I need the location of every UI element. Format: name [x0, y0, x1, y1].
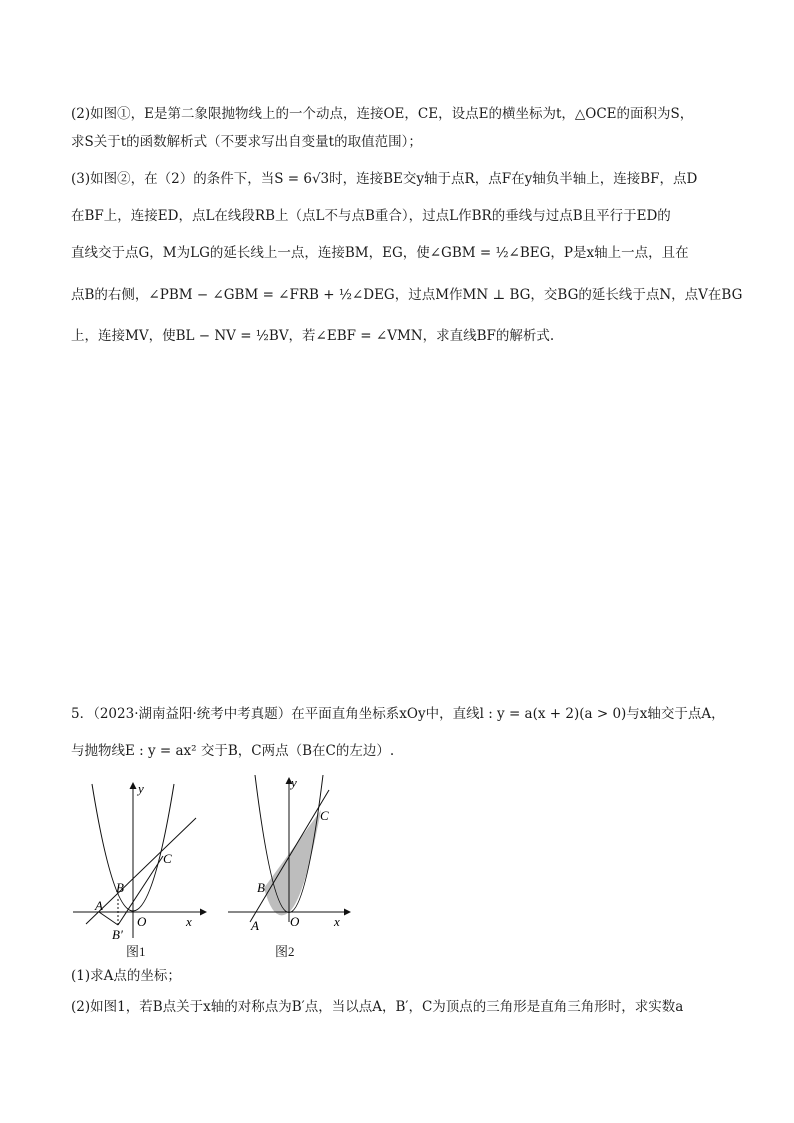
fig1-label-y: y: [138, 781, 144, 796]
q5-line2: 与抛物线E : y = ax² 交于B，C两点（B在C的左边）.: [71, 743, 395, 759]
fig2-label-x: x: [334, 914, 340, 929]
figure1-caption: 图1: [126, 944, 146, 959]
q4-part2-line1: (2)如图①，E是第二象限抛物线上的一个动点，连接OE，CE，设点E的横坐标为t，△OCE的面积为S，: [71, 106, 694, 122]
fig2-x-arrow: [344, 909, 351, 916]
fig2-label-A: A: [251, 918, 259, 933]
q4-part3-line3: 直线交于点G，M为LG的延长线上一点，连接BM，EG，使∠GBM = ½∠BEG，P是x轴上一点，且在: [71, 245, 689, 261]
q5-part1: (1)求A点的坐标；: [71, 968, 181, 984]
fig1-seg-A-Bp: [99, 912, 118, 925]
fig2-shaded-region: [264, 810, 321, 915]
fig1-x-arrow: [200, 909, 207, 916]
fig1-y-arrow: [130, 782, 137, 789]
fig2-label-y: y: [291, 775, 297, 790]
q5-part2: (2)如图1，若B点关于x轴的对称点为B′点，当以点A，B′，C为顶点的三角形是直角三角形时，求实数a: [71, 999, 684, 1015]
figure2-caption: 图2: [275, 944, 295, 959]
fig1-label-O: O: [137, 914, 147, 929]
fig1-label-C: C: [163, 851, 172, 866]
fig1-label-B: B: [116, 880, 124, 895]
figure1: [68, 780, 208, 945]
q4-part3-line2: 在BF上，连接ED，点L在线段RB上（点L不与点B重合），过点L作BR的垂线与过点B且平行于ED的: [71, 208, 671, 224]
q4-part2-line2: 求S关于t的函数解析式（不要求写出自变量t的取值范围）；: [71, 134, 422, 150]
fig1-label-x: x: [186, 914, 192, 929]
fig2-label-C: C: [320, 808, 329, 823]
q4-part3-line1: (3)如图②，在（2）的条件下，当S = 6√3时，连接BE交y轴于点R，点F在y轴负半轴上，连接BF，点D: [71, 171, 698, 187]
fig2-label-B: B: [257, 880, 265, 895]
fig2-label-O: O: [290, 914, 300, 929]
q5-line1: 5．（2023·湖南益阳·统考中考真题）在平面直角坐标系xOy中，直线l : y = a(x + 2)(a > 0)与x轴交于点A，: [71, 706, 725, 722]
fig1-label-A: A: [95, 898, 103, 913]
fig1-label-Bp: B′: [112, 927, 123, 942]
q4-part3-line5: 上，连接MV，使BL − NV = ½BV，若∠EBF = ∠VMN，求直线BF的解析式.: [71, 328, 555, 344]
q4-part3-line4: 点B的右侧，∠PBM − ∠GBM = ∠FRB + ½∠DEG，过点M作MN ⊥ BG，交BG的延长线于点N，点V在BG: [71, 287, 743, 303]
figure2: [224, 770, 354, 945]
